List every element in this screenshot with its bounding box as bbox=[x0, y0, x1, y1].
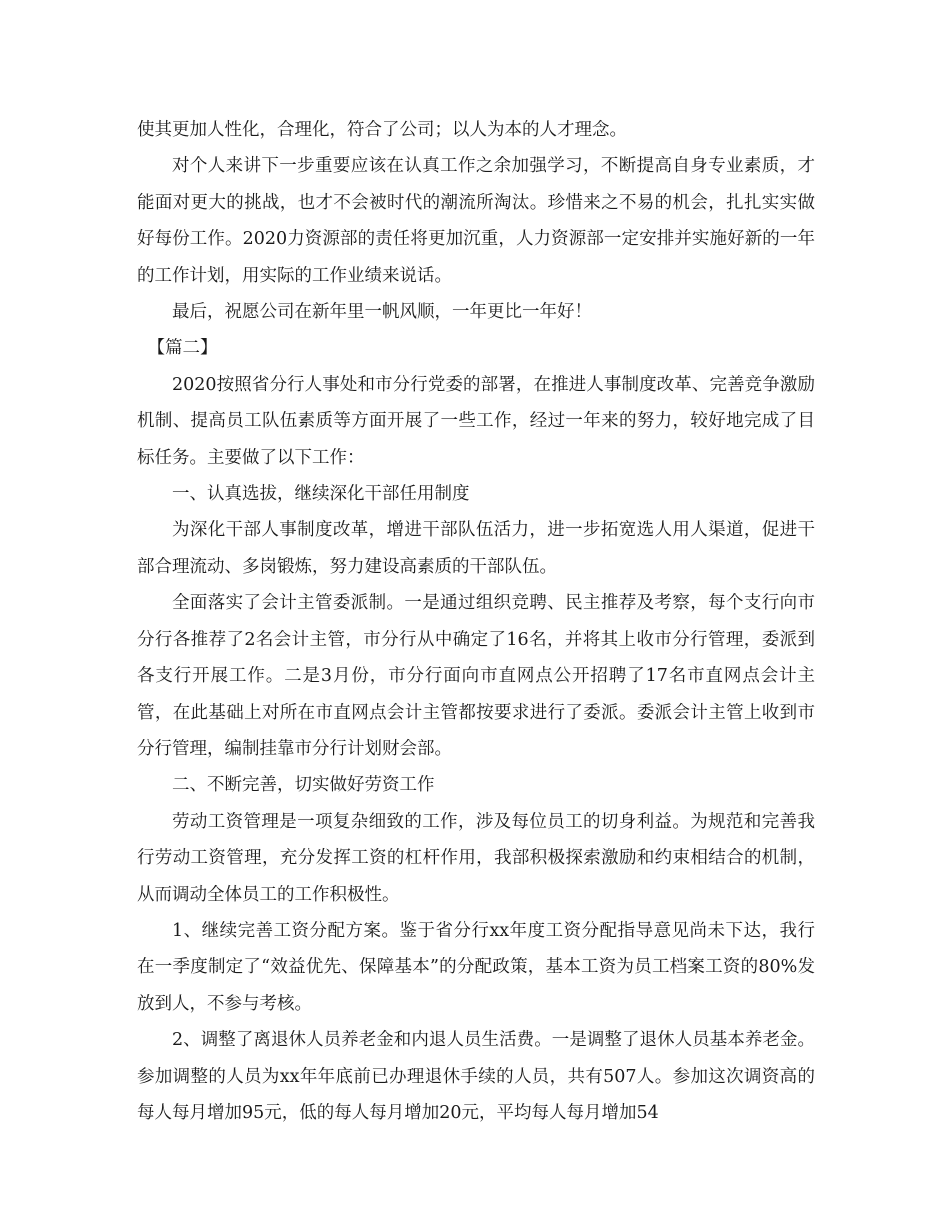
paragraph-2: 最后，祝愿公司在新年里一帆风顺，一年更比一年好！ bbox=[172, 302, 592, 323]
section-heading-part-two: 【篇二】 bbox=[147, 338, 218, 359]
paragraph-6: 为深化干部人事制度改革，增进干部队伍活力，进一步拓宽选人用人渠道，促进干部合理流动、多岗锻炼，努力建设高素质的干部队伍。 bbox=[137, 520, 815, 577]
paragraph-4: 2020按照省分行人事处和市分行党委的部署，在推进人事制度改革、完善竞争激励机制、提高员工队伍素质等方面开展了一些工作，经过一年来的努力，较好地完成了目标任务。主要做了以下工作： bbox=[137, 374, 815, 468]
paragraph-7: 全面落实了会计主管委派制。一是通过组织竞聘、民主推荐及考察，每个支行向市分行各推荐了2名会计主管，市分行从中确定了16名，并将其上收市分行管理，委派到各支行开展工作。二是3月份，市分行面向市直网点公开招聘了17名市直网点会计主管，在此基础上对所在市直网点会计主管都按要求进行了委派。委派会计主管上收到市分行管理，编制挂靠市分行计划财会部。 bbox=[137, 593, 815, 759]
paragraph-0: 使其更加人性化，合理化，符合了公司；以人为本的人才理念。 bbox=[137, 120, 627, 140]
document-body bbox=[137, 112, 815, 1131]
heading-2: 二、不断完善，切实做好劳资工作 bbox=[172, 775, 435, 796]
paragraph-1: 对个人来讲下一步重要应该在认真工作之余加强学习，不断提高自身专业素质，才能面对更大的挑战，也才不会被时代的潮流所淘汰。珍惜来之不易的机会，扎扎实实做好每份工作。2020力资源部的责任将更加沉重，人力资源部一定安排并实施好新的一年的工作计划，用实际的工作业绩来说话。 bbox=[137, 156, 815, 286]
heading-1: 一、认真选拔，继续深化干部任用制度 bbox=[172, 484, 470, 505]
paragraph-11: 2、调整了离退休人员养老金和内退人员生活费。一是调整了退休人员基本养老金。参加调整的人员为xx年年底前已办理退休手续的人员，共有507人。参加这次调资高的每人每月增加95元，低的每人每月增加20元，平均每人每月增加54 bbox=[137, 1030, 815, 1123]
paragraph-10: 1、继续完善工资分配方案。鉴于省分行xx年度工资分配指导意见尚未下达，我行在一季度制定了“效益优先、保障基本”的分配政策，基本工资为员工档案工资的80%发放到人，不参与考核。 bbox=[137, 920, 815, 1014]
paragraph-9: 劳动工资管理是一项复杂细致的工作，涉及每位员工的切身利益。为规范和完善我行劳动工资管理，充分发挥工资的杠杆作用，我部积极探索激励和约束相结合的机制，从而调动全体员工的工作积极性。 bbox=[137, 811, 815, 905]
